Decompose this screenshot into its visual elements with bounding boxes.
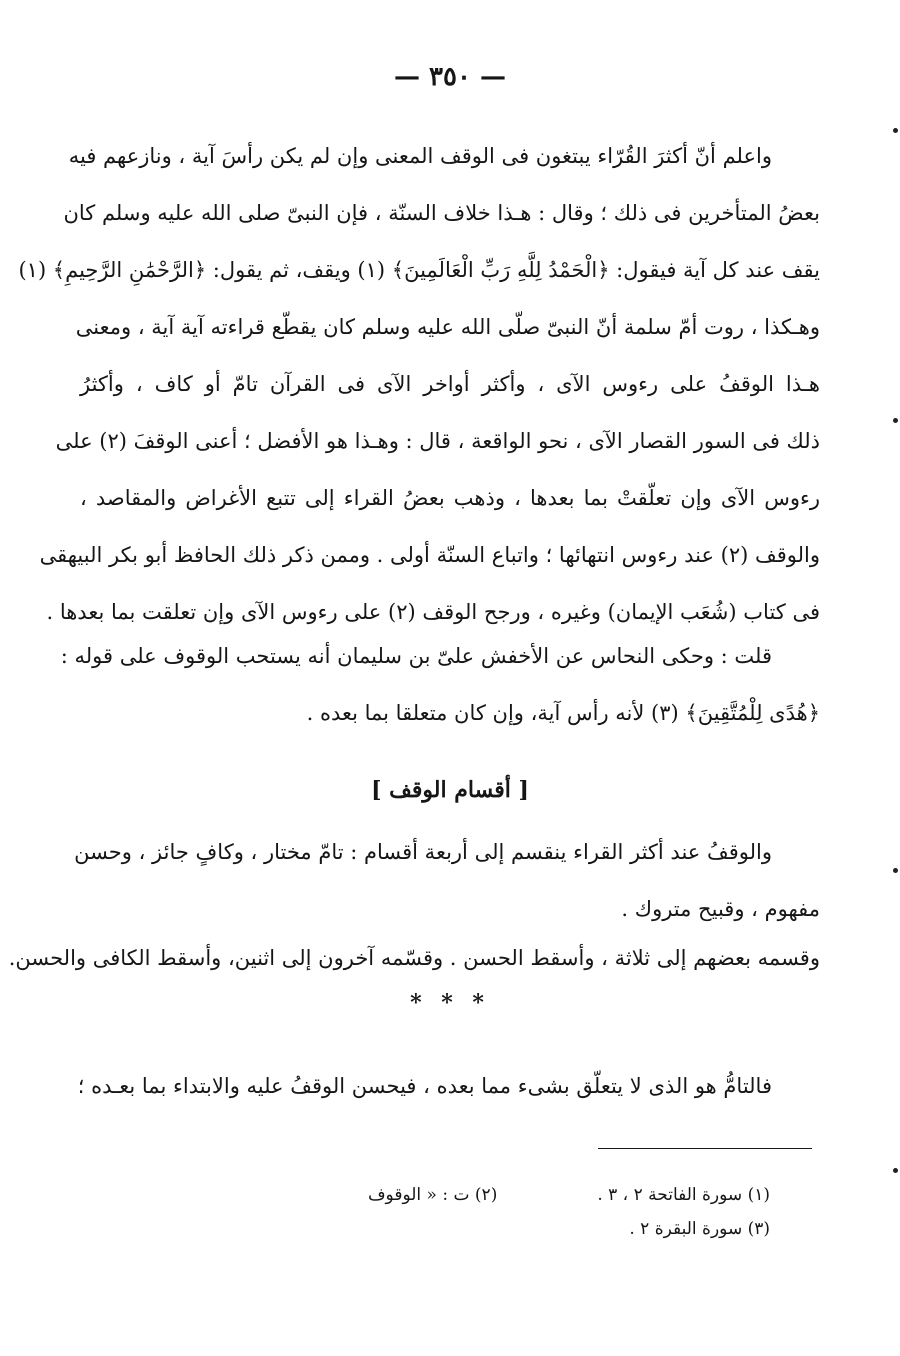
paragraph-2 bbox=[60, 628, 820, 742]
text-line: وهـكذا ، روت أمّ سلمة أنّ النبىّ صلّى الله عليه وسلم كان يقطّع قراءته آية آية ، ومعنى bbox=[75, 315, 820, 339]
paragraph-1 bbox=[18, 128, 820, 641]
text-line: فالتامُّ هو الذى لا يتعلّق بشىء مما بعده ، فيحسن الوقفُ عليه والابتداء بما بعـده ؛ bbox=[77, 1074, 772, 1098]
paragraph-3 bbox=[74, 824, 820, 938]
paragraph-4 bbox=[8, 930, 820, 987]
text-line: رءوس الآى وإن تعلّقتْ بما بعدها ، وذهب بعضُ القراء إلى تتبع الأغراض والمقاصد ، bbox=[80, 486, 820, 510]
text-line: واعلم أنّ أكثرَ القُرّاء يبتغون فى الوقف المعنى وإن لم يكن رأسَ آية ، ونازعهم فيه bbox=[68, 144, 772, 168]
text-line: والوقفُ عند أكثر القراء ينقسم إلى أربعة أقسام : تامّ مختار ، وكافٍ جائز ، وحسن bbox=[74, 840, 772, 864]
text-line: بعضُ المتأخرين فى ذلك ؛ وقال : هـذا خلاف السنّة ، فإن النبىّ صلى الله عليه وسلم كان bbox=[63, 201, 820, 225]
footnote-2: (٢) ت : « الوقوف bbox=[367, 1185, 498, 1205]
text-line: هـذا الوقفُ على رءوس الآى ، وأكثر أواخر الآى فى القرآن تامّ أو كاف ، وأكثرُ bbox=[80, 372, 820, 396]
text-line: مفهوم ، وقبيح متروك . bbox=[621, 897, 820, 921]
paragraph-5 bbox=[77, 1058, 820, 1115]
text-line: والوقف (٢) عند رءوس انتهائها ؛ واتباع السنّة أولى . وممن ذكر ذلك الحافظ أبو بكر البيهقى bbox=[39, 543, 820, 567]
margin-dot bbox=[893, 1168, 898, 1173]
footnote-1: (١) سورة الفاتحة ٢ ، ٣ . bbox=[597, 1185, 770, 1205]
text-line: يقف عند كل آية فيقول: ﴿الْحَمْدُ لِلَّهِ رَبِّ الْعَالَمِينَ﴾ (١) ويقف، ثم يقول: ﴿الرَّحْمَٰنِ الرَّحِيمِ﴾ (١) bbox=[18, 258, 820, 282]
footnote-3: (٣) سورة البقرة ٢ . bbox=[629, 1219, 770, 1239]
page-number: — ٣٥٠ — bbox=[393, 62, 507, 92]
asterism-separator: * * * bbox=[410, 990, 490, 1016]
text-line: ذلك فى السور القصار الآى ، نحو الواقعة ، قال : وهـذا هو الأفضل ؛ أعنى الوقفَ (٢) على bbox=[55, 429, 820, 453]
text-line: ﴿هُدًى لِلْمُتَّقِينَ﴾ (٣) لأنه رأس آية، وإن كان متعلقا بما بعده . bbox=[306, 701, 820, 725]
margin-dot bbox=[893, 128, 898, 133]
text-line: قلت : وحكى النحاس عن الأخفش علىّ بن سليمان أنه يستحب الوقوف على قوله : bbox=[60, 644, 772, 668]
footnotes bbox=[270, 1178, 770, 1246]
margin-dot bbox=[893, 868, 898, 873]
margin-dot bbox=[893, 418, 898, 423]
text-line: فى كتاب (شُعَب الإيمان) وغيره ، ورجح الوقف (٢) على رءوس الآى وإن تعلقت بما بعدها . bbox=[46, 600, 820, 624]
section-heading: [ أقسام الوقف ] bbox=[371, 777, 529, 803]
footnote-rule bbox=[598, 1148, 812, 1149]
text-line: وقسمه بعضهم إلى ثلاثة ، وأسقط الحسن . وقسّمه آخرون إلى اثنين، وأسقط الكافى والحسن. bbox=[8, 946, 820, 970]
